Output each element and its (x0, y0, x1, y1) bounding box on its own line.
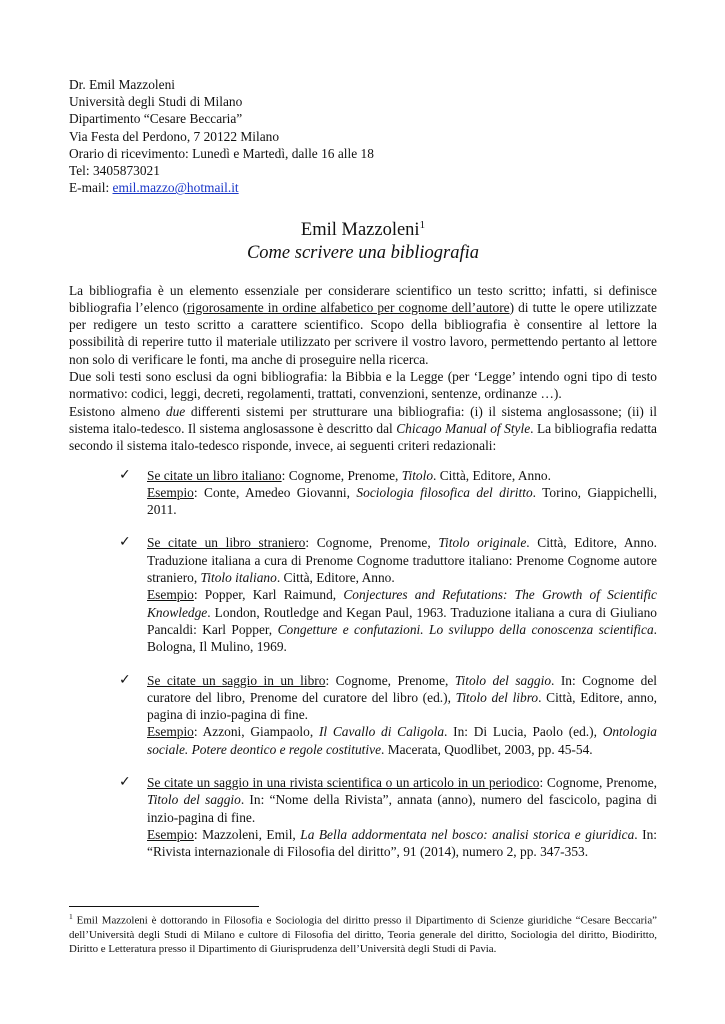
rule-italic: Titolo originale (438, 535, 527, 551)
criterion-example (147, 484, 657, 519)
systems-italic: due (165, 403, 186, 419)
intro-paragraph (69, 282, 657, 368)
email-link[interactable]: emil.mazzo@hotmail.it (112, 180, 239, 196)
checkmark-icon: ✓ (119, 466, 131, 483)
criterion-rule (147, 774, 657, 826)
example-text: : Mazzoleni, Emil, (193, 826, 301, 842)
contact-name: Dr. Emil Mazzoleni (69, 77, 175, 92)
contact-email-row (69, 179, 657, 196)
rule-text: . In: Cognome del curatore del libro, Prenome del curatore del libro (ed.), (147, 672, 657, 705)
checkmark-icon: ✓ (119, 774, 131, 790)
rule-text: . Città, Editore, anno, pagina di inzio-pagina di fine. (147, 689, 658, 723)
contact-hours: Orario di ricevimento: Lunedì e Martedì, dalle 16 alle 18 (69, 145, 374, 161)
footnote-mark: 1 (69, 912, 73, 921)
rule-text: . Città, Editore, Anno. (276, 570, 395, 586)
contact-address: Via Festa del Perdono, 7 20122 Milano (69, 128, 280, 144)
contact-tel: Tel: 3405873021 (69, 163, 160, 179)
rule-text: : Cognome, Prenome, (305, 535, 439, 551)
example-text: . London, Routledge and Kegan Paul, 1963. Traduzione italiana a cura di Giuliano Pancaldi: Karl Popper, (147, 604, 657, 637)
example-text: . In: “Rivista internazionale di Filosofia del diritto”, 91 (2014), numero 2, pp. 347-353. (147, 826, 657, 860)
criterion-essay-in-book (69, 672, 657, 758)
rule-text: . In: “Nome della Rivista”, annata (anno), numero del fascicolo, pagina di inzio-pagina di fine. (147, 792, 657, 825)
intro-underlined: rigorosamente in ordine alfabetico per cognome dell’autore (187, 299, 510, 315)
chicago-manual-title: Chicago Manual of Style (396, 420, 531, 436)
systems-text: . La bibliografia redatta secondo il sistema italo-tedesco risponde, invece, ai seguenti criteri redazionali: (69, 420, 657, 454)
example-label: Esempio (147, 484, 194, 500)
criterion-journal-article (69, 774, 657, 860)
footnote-text: Emil Mazzoleni è dottorando in Filosofia e Sociologia del diritto presso il Dipartimento di Scienze giuridiche “Cesare Beccaria” dell’Università degli Studi di Milano e cultore di Filosofia del diritto, Teoria generale del diritto, Sociologia del diritto, Biodiritto, Diritto e Letteratura presso il Dipartimento di Giurisprudenza dell’Università degli Studi di Pavia. (69, 914, 657, 956)
rule-italic: Titolo del saggio (454, 672, 552, 688)
criterion-heading: Se citate un saggio in una rivista scientifica o un articolo in un periodico (147, 775, 540, 790)
intro-section (69, 282, 657, 455)
criterion-heading: Se citate un libro straniero (147, 535, 306, 551)
criterion-heading: Se citate un saggio in un libro (147, 672, 326, 688)
document-page (69, 76, 657, 876)
example-label: Esempio (147, 724, 194, 740)
author-heading (69, 214, 657, 241)
example-text: . In: Di Lucia, Paolo (ed.), (444, 724, 603, 740)
checkmark-icon: ✓ (119, 534, 131, 551)
example-italic: Il Cavallo di Caligola (318, 724, 445, 740)
footnote-separator (69, 906, 259, 907)
rule-text: : Cognome, Prenome, (281, 467, 402, 483)
example-italic: Sociologia filosofica del diritto (356, 484, 533, 500)
criteria-list (69, 467, 657, 861)
example-text: : Azzoni, Giampaolo, (193, 724, 319, 740)
email-label: E-mail: (69, 180, 113, 196)
example-text: : Conte, Amedeo Giovanni, (193, 484, 357, 500)
example-italic: Ontologia sociale. Potere deontico e regole costitutive (147, 724, 657, 757)
footnote (69, 910, 657, 956)
rule-text: . Città, Editore, Anno. (433, 467, 551, 483)
systems-text: Esistono almeno (69, 403, 166, 419)
intro-text: La bibliografia è un elemento essenziale per considerare scientifico un testo scritto; infatti, si definisce bibliografia l’elenco ( (69, 282, 657, 315)
criterion-rule (147, 672, 657, 724)
criterion-foreign-book (69, 534, 657, 655)
example-text: : Popper, Karl Raimund, (193, 587, 344, 603)
systems-text: differenti sistemi per strutturare una bibliografia: (i) il sistema anglosassone; (ii) il sistema italo-tedesco. Il sistema anglosassone è descritto dal (69, 403, 657, 436)
example-text: . Bologna, Il Mulino, 1969. (147, 621, 657, 655)
contact-department: Dipartimento “Cesare Beccaria” (69, 111, 243, 127)
criterion-example (147, 723, 657, 758)
example-text: . Torino, Giappichelli, 2011. (147, 484, 657, 518)
title-block (69, 214, 657, 263)
document-title: Come scrivere una bibliografia (246, 242, 480, 263)
contact-university: Università degli Studi di Milano (69, 94, 243, 110)
contact-block (69, 76, 657, 196)
rule-italic: Titolo del saggio (147, 792, 241, 808)
author-name: Emil Mazzoleni (300, 220, 420, 241)
example-italic: Conjectures and Refutations: The Growth of Scientific Knowledge (147, 587, 657, 620)
criterion-rule (147, 467, 657, 484)
criterion-example (147, 826, 657, 861)
rule-text: : Cognome, Prenome, (325, 672, 455, 688)
example-italic: La Bella addormentata nel bosco: analisi storica e giuridica (300, 826, 635, 842)
footnote-ref[interactable]: 1 (419, 219, 426, 232)
example-text: . Macerata, Quodlibet, 2003, pp. 45-54. (381, 741, 593, 757)
rule-italic: Titolo italiano (200, 570, 277, 586)
rule-italic: Titolo (401, 467, 434, 483)
example-label: Esempio (147, 826, 194, 842)
checkmark-icon: ✓ (119, 671, 131, 688)
exclusion-paragraph: Due soli testi sono esclusi da ogni bibliografia: la Bibbia e la Legge (per ‘Legge’ intendo ogni tipo di testo normativo: codici, leggi, decreti, regolamenti, trattati, convenzioni, sentenze, ordinanze …). (69, 369, 657, 402)
criterion-rule (147, 534, 657, 586)
example-label: Esempio (147, 587, 194, 603)
criterion-example (147, 586, 657, 655)
systems-paragraph (69, 403, 657, 455)
rule-text: . Città, Editore, Anno. Traduzione italiana a cura di Prenome Cognome traduttore italiano: Prenome Cognome autore straniero, (147, 535, 657, 586)
rule-italic: Titolo del libro (455, 689, 539, 705)
rule-text: : Cognome, Prenome, (539, 775, 657, 790)
criterion-heading: Se citate un libro italiano (147, 467, 282, 483)
example-italic: Congetture e confutazioni. Lo sviluppo della conoscenza scientifica (277, 621, 654, 637)
criterion-italian-book (69, 467, 657, 519)
intro-text: ) di tutte le opere utilizzate per redigere un testo scritto a carattere scientifico. Scopo della bibliografia è consentire al lettore la possibilità di reperire tutto il materiale utilizzato per scrivere il vostro lavoro, permettendo pertanto al lettore non solo di verificare le fonti, ma anche di proseguire nella ricerca. (69, 299, 657, 367)
